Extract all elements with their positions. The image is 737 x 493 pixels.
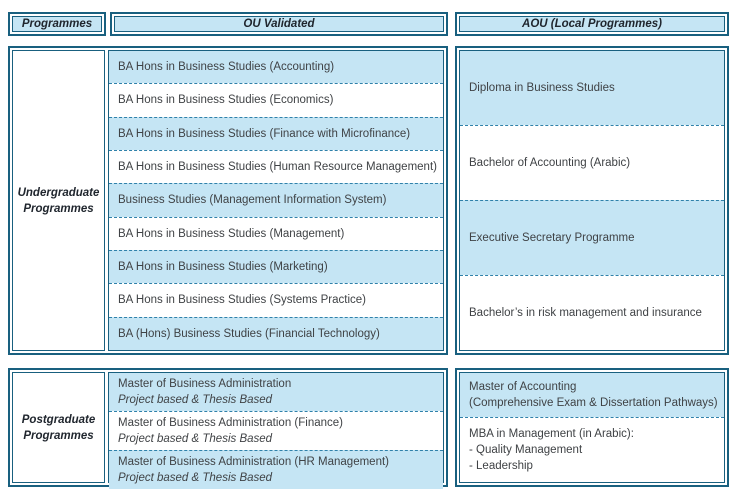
programme-title: Master of Business Administration (HR Management): [118, 456, 389, 468]
list-item-line: - Leadership: [469, 460, 533, 473]
postgraduate-label: Postgraduate Programmes: [12, 372, 105, 483]
postgraduate-section: [8, 368, 448, 487]
list-item: BA Hons in Business Studies (Management): [109, 217, 443, 250]
list-item: [109, 411, 443, 450]
list-item-line: - Quality Management: [469, 444, 583, 457]
undergraduate-label: Undergraduate Programmes: [12, 50, 105, 351]
programme-title: Master of Business Administration (Finance): [118, 417, 343, 429]
list-item-line: MBA in Management (in Arabic):: [469, 428, 634, 441]
list-item: [109, 450, 443, 489]
undergraduate-ou-list: [108, 50, 444, 351]
postgraduate-ou-list: [108, 372, 444, 483]
programme-subtitle: Project based & Thesis Based: [118, 394, 273, 406]
list-item: BA Hons in Business Studies (Economics): [109, 83, 443, 116]
programme-subtitle: Project based & Thesis Based: [118, 472, 273, 484]
list-item: BA Hons in Business Studies (Human Resource Management): [109, 150, 443, 183]
list-item: Executive Secretary Programme: [460, 200, 724, 275]
undergraduate-aou-section: [455, 46, 729, 355]
header-cell-ou-validated: [110, 12, 448, 36]
programme-subtitle: Project based & Thesis Based: [118, 433, 273, 445]
undergraduate-section: [8, 46, 448, 355]
list-item: BA Hons in Business Studies (Systems Practice): [109, 283, 443, 316]
list-item: Diploma in Business Studies: [460, 51, 724, 125]
programme-title: Master of Business Administration: [118, 378, 292, 390]
list-item-line: (Comprehensive Exam & Dissertation Pathways): [469, 397, 718, 410]
list-item: Bachelor’s in risk management and insurance: [460, 275, 724, 350]
list-item: BA Hons in Business Studies (Finance with Microfinance): [109, 117, 443, 150]
list-item: BA (Hons) Business Studies (Financial Technology): [109, 317, 443, 350]
list-item: BA Hons in Business Studies (Marketing): [109, 250, 443, 283]
list-item-line: Master of Accounting: [469, 381, 577, 394]
postgraduate-aou-section: [455, 368, 729, 487]
list-item: Bachelor of Accounting (Arabic): [460, 125, 724, 200]
undergraduate-aou-list: [459, 50, 725, 351]
header-label-programmes: Programmes: [12, 16, 102, 32]
list-item: [460, 417, 724, 482]
header-cell-programmes: [8, 12, 106, 36]
list-item: [109, 373, 443, 411]
header-label-ou-validated: OU Validated: [114, 16, 444, 32]
header-cell-aou-local: [455, 12, 729, 36]
list-item: [460, 373, 724, 417]
postgraduate-aou-list: [459, 372, 725, 483]
list-item: BA Hons in Business Studies (Accounting): [109, 51, 443, 83]
header-label-aou-local: AOU (Local Programmes): [459, 16, 725, 32]
list-item: Business Studies (Management Information System): [109, 183, 443, 216]
